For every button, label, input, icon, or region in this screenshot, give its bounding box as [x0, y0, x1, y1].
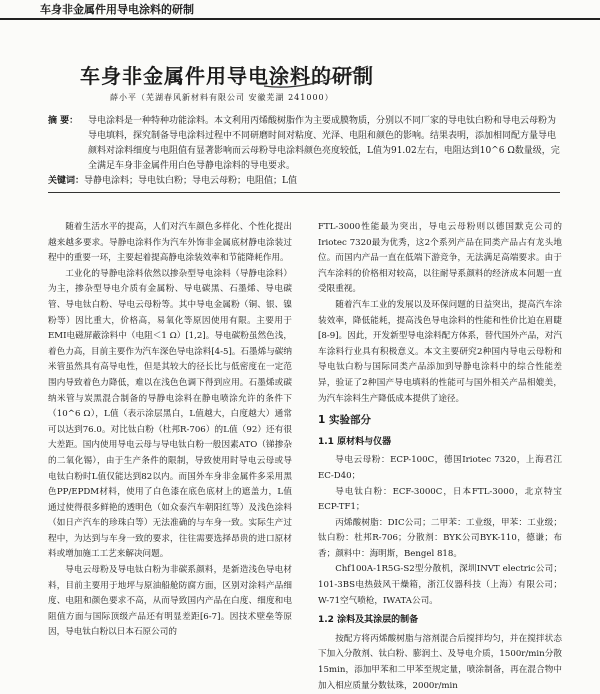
- running-header: 车身非金属件用导电涂料的研制: [0, 0, 600, 20]
- paragraph: FTL-3000性能最为突出，导电云母粉则以德国默克公司的Iriotec 7320最为优秀，这2个系列产品在同类产品占有龙头地位。而国内产品一直在低端下游竞争，无法满足高端要求。由于汽车涂料的价格相对较高，以往耐导系颜料的经济成本问题一直受限重视。: [318, 222, 562, 295]
- abstract-text: 导电涂料是一种特种功能涂料。本文利用丙烯酸树脂作为主要成膜物质，分别以不同厂家的导电钛白粉和导电云母粉为导电填料，探究制备导电涂料过程中不同研磨时间对粘度、光泽、电阻和颜色的影响。结果表明，添加相同配方量导电颜料对涂料细度与电阻值有显著影响而云母粉导电涂料颜色亮度较低，L值为91.02左右，电阻达到10^6 Ω数量级，完全满足车身非金属件用白色导静电涂料的导电要求。: [88, 116, 560, 171]
- materials-item: Chf100A-1R5G-S2型分散机，深圳INVT electric公司；101-3BS电热鼓风干燥箱，浙江仪器科技（上海）有限公司；W-71空气喷枪，IWATA公司。: [318, 564, 562, 606]
- materials-item: 导电钛白粉：ECF-3000C，日本FTL-3000，北京特宝 ECP-TF1；: [318, 486, 562, 513]
- paragraph: 导电云母粉及导电钛白粉为非碳系颜料，是新造浅色导电材料，目前主要用于地坪与原油船舱防腐方面，区别对涂料产品细度、电阻和颜色要求不高，从而导致国内产品在白度、细度和电阻值方面与国际顶级产品还有明显差距[6-7]。因技术壁垒等原因，导电钛白粉以日本石原公司的: [48, 565, 292, 638]
- subsection-heading-materials: 1.1 原材料与仪器: [318, 436, 392, 447]
- section-heading-experimental: 1 实验部分: [318, 414, 371, 427]
- abstract-label: 摘 要：: [48, 116, 79, 126]
- abstract: [48, 114, 560, 174]
- paragraph: 工业化的导静电涂料依然以掺杂型导电涂料（导静电涂料）为主，掺杂型导电介质有金属粉、导电碳黑、石墨烯、导电碳管、导电钛白粉、导电云母粉等。其中导电金属粉（铜、银、镍粉等）因比重大，价格高，易氧化等原因使用有限。主要用于EMI电磁屏蔽涂料中（电阻＜1 Ω）[1,2]。导电碳粉虽然色浅，着色力高，目前主要作为汽车深色导电涂料[4-5]。石墨烯与碳纳米管虽然具有高导电性，但是其较大的径长比与低密度在一定范围内导致着色力降低，难以在浅色色调下得到应用。石墨烯或碳纳米管与炭黑混合制备的导静电涂料在静电喷涂允许的条件下（10^6 Ω），L值（表示涂层黑白，L值越大，白度越大）通常可以达到76.0。对比钛白粉（杜邦R-706）的L值（92）还有很大差距。国内使用导电云母与导电钛白粉一般因素ATO（锑掺杂的二氧化锡），由于生产条件的限制，导致使用时导电云母或导电钛白粉时L值仅能达到82以内。而国外车身非金属件多采用黑色PP/EPDM材料，使用了白色漆在底色底材上的遮盖力，L值通过使得很多鲜艳的透明色（如众泰汽车朝阳红等）及浅色涂料（如日产汽车的珍珠白等）无法准确的与车身一致。实际生产过程中，为达到与车身一致的要求，往往需要选择昂贵的进口原材料或增加施工工艺来解决问题。: [48, 268, 292, 560]
- subsection-heading-preparation: 1.2 涂料及其涂层的制备: [318, 615, 419, 626]
- keywords-label: 关键词：: [48, 176, 85, 186]
- body-column-right: [318, 220, 562, 694]
- divider-rule: [48, 192, 560, 193]
- paragraph: 按配方将丙烯酸树脂与溶剂混合后搅拌均匀，并在搅拌状态下加入分散剂、钛白粉、膨润土、及导电介质，1500r/min分散15min，添加甲苯和二甲苯至规定量，喷涂制备，再在混合物中加入相应质量分数钛珠，2000r/min: [318, 633, 562, 691]
- materials-item: 丙烯酸树脂：DIC公司；二甲苯：工业级，甲苯：工业级；钛白粉：杜邦R-706；分散剂：BYK公司BYK-110，德谦；布香；颜料中：海明斯，Bengel 818。: [318, 517, 562, 559]
- author-affiliation: 薛小平（芜湖春风新材料有限公司 安徽芜湖 241000）: [110, 93, 334, 102]
- article-title: 车身非金属件用导电涂料的研制: [80, 64, 374, 88]
- paragraph: 随着汽车工业的发展以及环保问题的日益突出，提高汽车涂装效率，降低能耗，提高浅色导电涂料的性能和性价比迫在眉睫[8-9]。因此，开发新型导电涂料配方体系，替代国外产品，对汽车涂料行业具有积极意义。本文主要研究2种国内导电云母粉和导电钛白粉与国际同类产品添加到导静电涂料中的综合性能差异，验证了2种国产导电填料的性能可与国外相关产品相媲美，为汽车涂料生产降低成本提供了途径。: [318, 299, 562, 404]
- materials-item: 导电云母粉：ECP-100C，德国Iriotec 7320，上海君江 EC-D40；: [318, 455, 562, 481]
- keywords: [48, 175, 560, 188]
- title-swoosh-decoration: [262, 64, 372, 94]
- keywords-text: 导静电涂料；导电钛白粉；导电云母粉；电阻值；L值: [84, 176, 297, 186]
- body-column-left: [48, 220, 292, 641]
- paragraph: 随着生活水平的提高，人们对汽车颜色多样化、个性化提出越来越多要求。导静电涂料作为汽车外饰非金属底材静电涂装过程中的重要一环，主要起着提高静电涂装效率和节能降耗作用。: [48, 222, 292, 264]
